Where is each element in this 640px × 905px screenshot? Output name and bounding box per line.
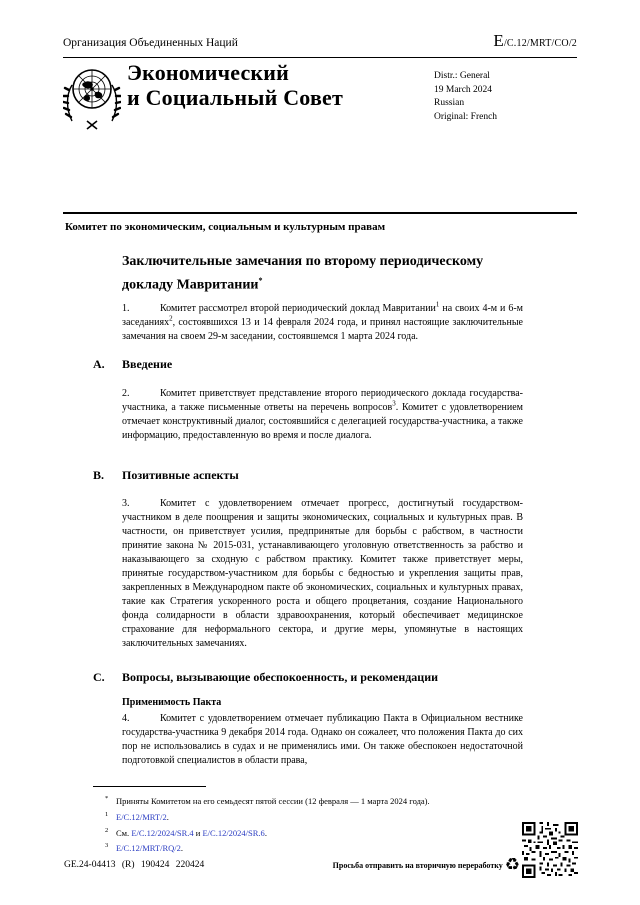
footnote-ref-2: 2 bbox=[169, 314, 173, 323]
section-title: Позитивные аспекты bbox=[122, 468, 239, 482]
footnotes bbox=[93, 792, 523, 855]
ge-document-number: GE.24-04413 (R) 190424 220424 bbox=[64, 860, 205, 870]
footnote-2 bbox=[93, 824, 523, 840]
section-title: Вопросы, вызывающие обеспокоенность, и рекомендации bbox=[122, 670, 439, 684]
footnote-1 bbox=[93, 808, 523, 824]
section-title: Введение bbox=[122, 357, 173, 371]
section-letter: C. bbox=[93, 670, 105, 684]
paragraph-text: Комитет рассмотрел второй периодический доклад Мавритании bbox=[160, 303, 436, 314]
paragraph-text: Комитет с удовлетворением отмечает публикацию Пакта в Официальном вестнике государства-участника 9 декабря 2014 года. Однако он сожалеет, что положения Пакта до сих пор не использовались в судах и не применялись ими. Он также обеспокоен недостаточной подготовкой специалистов в области права, bbox=[122, 713, 523, 766]
masthead-divider bbox=[63, 212, 577, 214]
section-b-heading bbox=[93, 468, 239, 483]
footnote-text: . bbox=[180, 843, 184, 854]
distr-type: Distr.: General bbox=[434, 71, 490, 81]
paragraph-text: Комитет приветствует представление второго периодического доклада государства-участника, а также письменные ответы на перечень вопросов bbox=[122, 388, 523, 413]
document-link[interactable]: E/C.12/2024/SR.4 bbox=[131, 827, 194, 838]
section-letter: A. bbox=[93, 357, 105, 371]
un-emblem-icon bbox=[63, 63, 121, 133]
footnote-star bbox=[93, 792, 523, 808]
paragraph-number: 4. bbox=[122, 713, 130, 724]
paragraph-text: , состоявшихся 13 и 14 февраля 2024 года, и принял настоящие заключительные замечания на своем 29-м заседании, состоявшемся 1 марта 2024 года. bbox=[122, 317, 523, 342]
committee-heading: Комитет по экономическим, социальным и культурным правам bbox=[65, 221, 386, 233]
header-divider bbox=[63, 57, 577, 58]
footnote-text: . bbox=[264, 827, 267, 838]
document-symbol-prefix: E bbox=[493, 31, 504, 50]
section-letter: B. bbox=[93, 468, 105, 482]
paragraph-2 bbox=[122, 387, 523, 443]
page-title bbox=[122, 252, 524, 295]
footnote-text: и bbox=[193, 827, 203, 838]
distr-language: Russian bbox=[434, 98, 465, 108]
council-title-line2: и Социальный Совет bbox=[127, 85, 344, 110]
subsection-heading: Применимость Пакта bbox=[122, 697, 222, 708]
paragraph-text: Комитет с удовлетворением отмечает прогресс, достигнутый государством-участником в деле поощрения и защиты экономических, социальных и культурных прав. В частности, он приветствует усилия, предпринятые для борьбы с рабством, в частности принятие закона № 2015-031, устанавливающего уголовную ответственность за рабство и наказывающего за сходную с рабством практику. Комитет также приветствует меры, принятые государством-участником для борьбы с бедностью и укрепления защиты прав, закрепленных в Международном пакте об экономических, социальных и культурных правах, такие как Стратегия ускоренного роста и общего процветания, создание Национального фонда солидарности в области здравоохранения, который обеспечивает медицинское страхование для неформального сектора, и другие меры, упомянутые в настоящих заключительных замечаниях. bbox=[122, 498, 523, 649]
distr-original: Original: French bbox=[434, 111, 498, 122]
masthead bbox=[63, 60, 577, 143]
document-symbol-rest: /C.12/MRT/CO/2 bbox=[503, 38, 577, 49]
paragraph-text: . Комитет с удовлетворением отмечает конструктивный диалог, состоявшийся с делегацией государства-участника, а также информацию, предоставленную во время и после диалога. bbox=[122, 402, 524, 441]
footnote-marker: 3 bbox=[105, 842, 109, 850]
document-link[interactable]: E/C.12/MRT/2 bbox=[116, 811, 167, 822]
paragraph-number: 3. bbox=[122, 498, 130, 509]
document-link[interactable]: E/C.12/MRT/RQ/2 bbox=[116, 843, 181, 854]
footnote-text: Приняты Комитетом на его семьдесят пятой сессии (12 февраля — 1 марта 2024 года). bbox=[116, 795, 430, 806]
document-link[interactable]: E/C.12/2024/SR.6 bbox=[202, 827, 265, 838]
distribution-block bbox=[434, 70, 497, 124]
document-symbol bbox=[493, 31, 577, 50]
page-title-text: Заключительные замечания по второму периодическому докладу Мавритании bbox=[122, 254, 484, 293]
paragraph-number: 2. bbox=[122, 388, 130, 399]
footnote-separator bbox=[93, 786, 206, 787]
paragraph-3 bbox=[122, 497, 523, 651]
section-c-heading bbox=[93, 670, 438, 685]
paragraph-number: 1. bbox=[122, 303, 130, 314]
recycle-text: Просьба отправить на вторичную переработку bbox=[332, 860, 503, 870]
council-title-line1: Экономический bbox=[127, 60, 290, 85]
footnote-ref-3: 3 bbox=[392, 399, 396, 408]
paragraph-text: на своих 4-м и 6-м заседаниях bbox=[122, 303, 524, 328]
footnote-marker: * bbox=[105, 795, 109, 802]
recycle-icon: ♻ bbox=[504, 855, 520, 875]
council-title bbox=[127, 60, 343, 110]
footnote-marker: 2 bbox=[105, 826, 109, 834]
un-org-name: Организация Объединенных Наций bbox=[63, 37, 238, 49]
footnote-3 bbox=[93, 839, 523, 855]
footnote-text: См. bbox=[116, 827, 132, 838]
footnote-marker: 1 bbox=[105, 810, 109, 818]
section-a-heading bbox=[93, 357, 172, 372]
title-footnote-marker: * bbox=[258, 276, 263, 285]
paragraph-1 bbox=[122, 302, 523, 344]
distr-date: 19 March 2024 bbox=[434, 84, 493, 95]
paragraph-4 bbox=[122, 712, 523, 768]
footnote-ref-1: 1 bbox=[435, 300, 440, 309]
qr-code bbox=[522, 822, 578, 878]
header-row bbox=[63, 31, 577, 50]
recycle-notice bbox=[333, 855, 520, 875]
footnote-text: . bbox=[166, 811, 169, 822]
